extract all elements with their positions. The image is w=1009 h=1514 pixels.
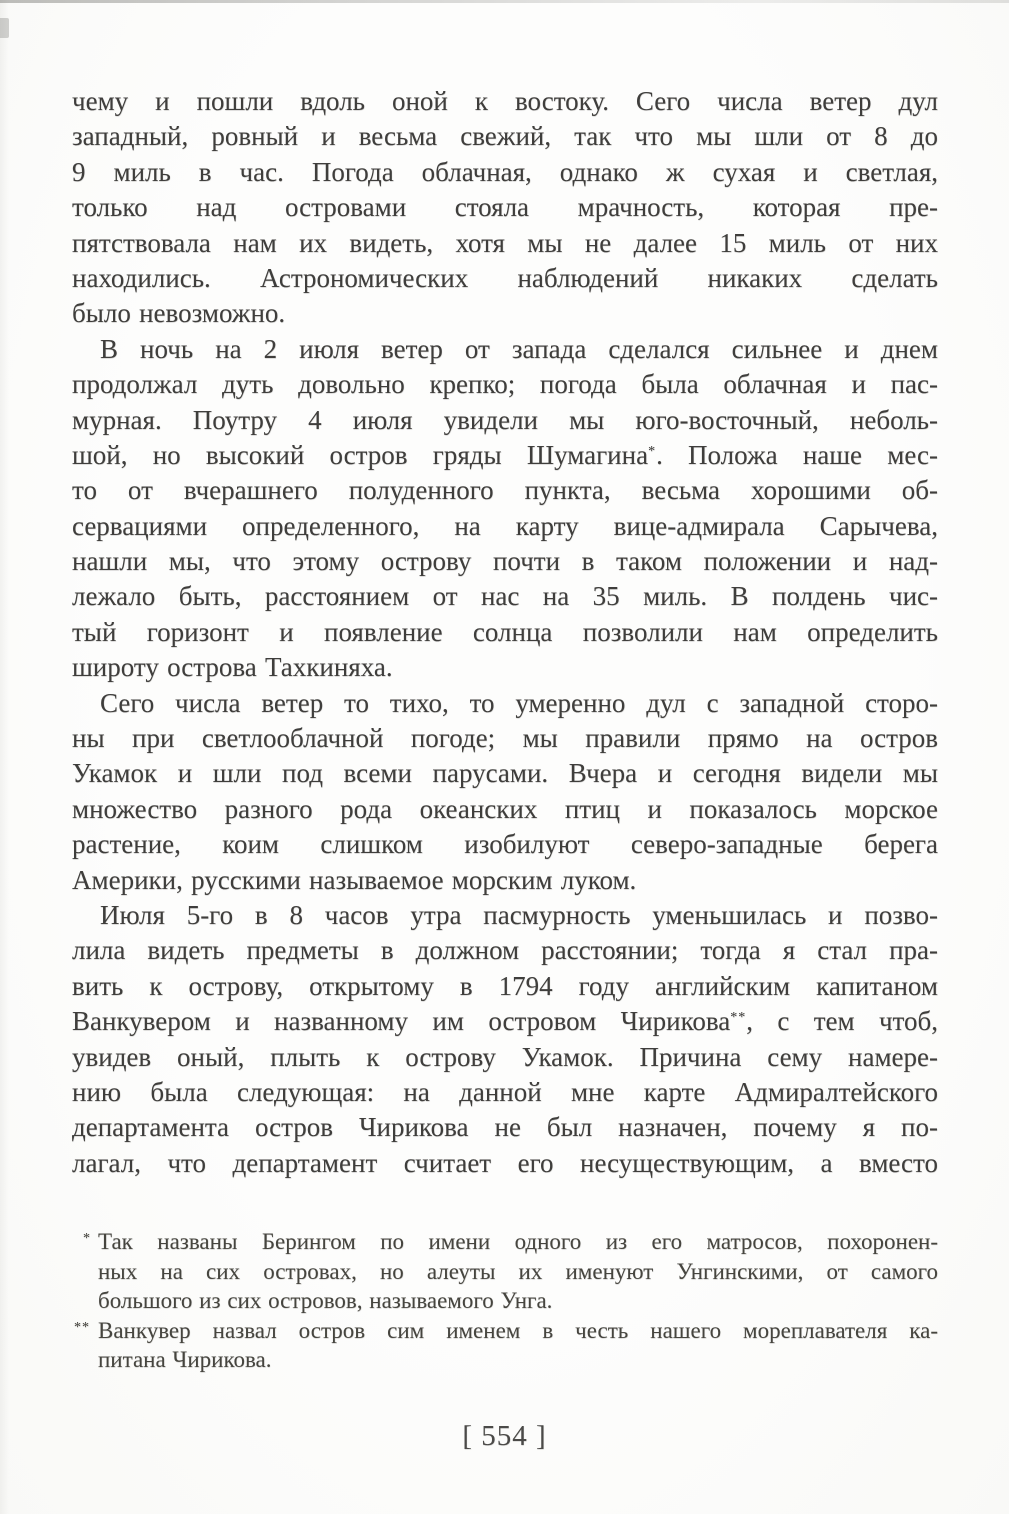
text-line: ны при светлооблачной погоде; мы правили прямо на остров [72, 723, 938, 754]
text-line: множество разного рода океанских птиц и показалось морское [72, 793, 938, 824]
page-number: [ 554 ] [462, 1420, 547, 1452]
text-line: западный, ровный и весьма свежий, так что мы шли от 8 до [72, 121, 938, 152]
text-line: было невозможно. [72, 298, 286, 329]
scan-corner-mark [0, 18, 9, 38]
text-line: растение, коим слишком изобилуют северо-западные берега [72, 829, 938, 860]
text-line: Ванкувером и названному им островом Чирикова**, с тем чтоб, [72, 1006, 938, 1037]
text-line: Июля 5-го в 8 часов утра пасмурность уменьшилась и позво- [100, 899, 938, 930]
text-line: большого из сих островов, называемого Унга. [98, 1288, 553, 1314]
text-line: ных на сих островах, но алеуты их именуют Унгинскими, от самого [98, 1258, 938, 1284]
footnote-marker: ** [74, 1319, 90, 1335]
text-line: питана Чирикова. [98, 1347, 272, 1373]
paragraph [72, 898, 938, 1181]
text-line: 9 миль в час. Погода облачная, однако ж сухая и светлая, [72, 156, 938, 187]
text-line: увидев оный, плыть к острову Укамок. Причина сему намере- [72, 1041, 938, 1072]
text-line: Так названы Берингом по имени одного из его матросов, похоронен- * [98, 1227, 938, 1257]
text-line: мурная. Поутру 4 июля увидели мы юго-восточный, неболь- [72, 404, 938, 435]
paragraph [72, 332, 938, 686]
text-line: широту острова Тахкиняха. [72, 652, 393, 683]
text-line: Америки, русскими называемое морским луком. [72, 864, 637, 895]
text-line: Укамок и шли под всеми парусами. Вчера и сегодня видели мы [72, 758, 938, 789]
text-line: то от вчерашнего полуденного пункта, весьма хорошими об- [72, 475, 938, 506]
scan-edge-top [0, 0, 1009, 3]
text-line: лагал, что департамент считает его несуществующим, а вместо [72, 1147, 938, 1178]
text-line: Сего числа ветер то тихо, то умеренно дул с западной сторо- [100, 687, 938, 718]
text-line: нашли мы, что этому острову почти в таком положении и над- [72, 546, 938, 577]
footnote-marker: * [83, 1231, 91, 1246]
footnotes [72, 1227, 938, 1375]
text-line: вить к острову, открытому в 1794 году английским капитаном [72, 970, 938, 1001]
footnote-divider [72, 1208, 938, 1211]
body-text [72, 84, 938, 1181]
text-line: нию была следующая: на данной мне карте Адмиралтейского [72, 1076, 938, 1107]
footnote-ref-marker: ** [730, 1010, 747, 1026]
footnote-ref-marker: * [648, 443, 657, 459]
text-line: В ночь на 2 июля ветер от запада сделался сильнее и днем [100, 333, 938, 364]
footnote [72, 1227, 938, 1316]
text-line: тый горизонт и появление солнца позволили нам определить [72, 616, 938, 647]
text-line: пятствовала нам их видеть, хотя мы не далее 15 миль от них [72, 227, 938, 258]
text-line: лила видеть предметы в должном расстоянии; тогда я стал пра- [72, 935, 938, 966]
text-line: лежало быть, расстоянием от нас на 35 миль. В полдень чис- [72, 581, 938, 612]
text-line: только над островами стояла мрачность, которая пре- [72, 192, 938, 223]
text-line: шой, но высокий остров гряды Шумагина*. Положа наше мес- [72, 439, 938, 470]
paragraph [72, 84, 938, 332]
text-line: сервациями определенного, на карту вице-адмирала Сарычева, [72, 510, 938, 541]
text-line: Ванкувер назвал остров сим именем в честь нашего мореплавателя ка- ** [98, 1316, 938, 1346]
text-line: департамента остров Чирикова не был назначен, почему я по- [72, 1112, 938, 1143]
paragraph [72, 686, 938, 898]
text-line: продолжал дуть довольно крепко; погода была облачная и пас- [72, 369, 938, 400]
text-line: находились. Астрономических наблюдений никаких сделать [72, 262, 938, 293]
footnote [72, 1316, 938, 1375]
text-line: чему и пошли вдоль оной к востоку. Сего числа ветер дул [72, 86, 938, 116]
